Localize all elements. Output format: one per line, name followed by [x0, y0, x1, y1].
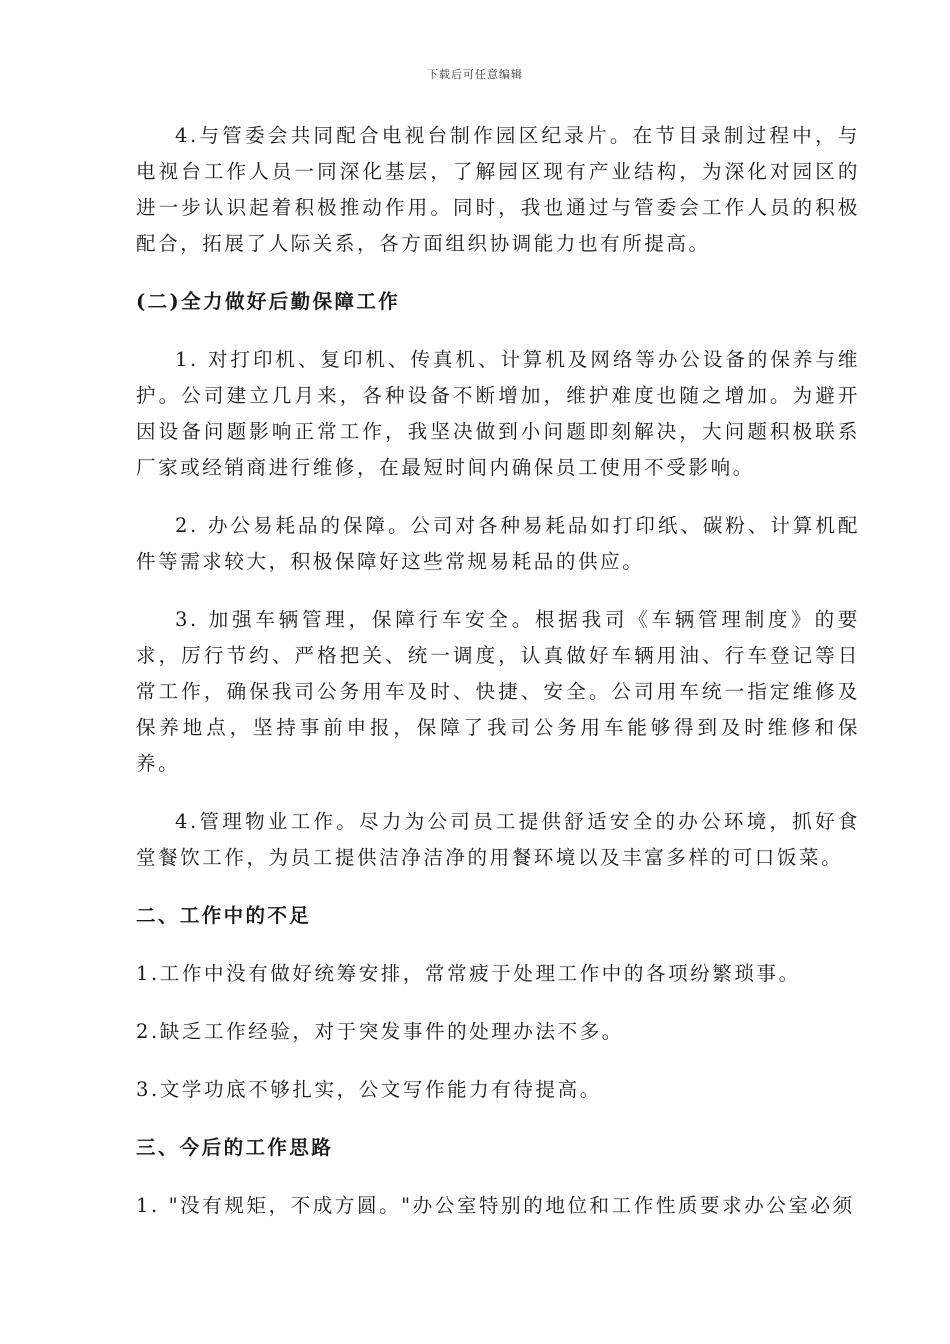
future-item-1: 1. "没有规矩，不成方圆。"办公室特别的地位和工作性质要求办公室必须: [136, 1194, 855, 1217]
page-header: 下载后可任意编辑: [427, 68, 523, 81]
section-heading-future: 三、今后的工作思路: [136, 1136, 334, 1159]
section-heading-shortcomings: 二、工作中的不足: [136, 904, 312, 927]
section-heading-logistics: (二)全力做好后勤保障工作: [136, 290, 401, 313]
paragraph-documentary: 4.与管委会共同配合电视台制作园区纪录片。在节目录制过程中，与电视台工作人员一同深化基层，了解园区现有产业结构，为深化对园区的进一步认识起着积极推动作用。同时，我也通过与管委会工作人员的积极配合，拓展了人际关系，各方面组织协调能力也有所提高。: [136, 124, 860, 255]
paragraph-consumables: 2. 办公易耗品的保障。公司对各种易耗品如打印纸、碳粉、计算机配件等需求较大，积极保障好这些常规易耗品的供应。: [136, 514, 860, 573]
shortcoming-item-3: 3.文学功底不够扎实，公文写作能力有待提高。: [136, 1078, 602, 1101]
paragraph-office-equipment: 1. 对打印机、复印机、传真机、计算机及网络等办公设备的保养与维护。公司建立几月来，各种设备不断增加，维护难度也随之增加。为避开因设备问题影响正常工作，我坚决做到小问题即刻解决，大问题积极联系厂家或经销商进行维修，在最短时间内确保员工使用不受影响。: [136, 348, 860, 479]
document-body: [136, 118, 860, 1246]
paragraph-vehicle-management: 3. 加强车辆管理，保障行车安全。根据我司《车辆管理制度》的要求，厉行节约、严格把关、统一调度，认真做好车辆用油、行车登记等日常工作，确保我司公务用车及时、快捷、安全。公司用车统一指定维修及保养地点，坚持事前申报，保障了我司公务用车能够得到及时维修和保养。: [136, 608, 860, 775]
shortcoming-item-2: 2.缺乏工作经验，对于突发事件的处理办法不多。: [136, 1020, 624, 1043]
shortcoming-item-1: 1.工作中没有做好统筹安排，常常疲于处理工作中的各项纷繁琐事。: [136, 962, 801, 985]
paragraph-property-management: 4.管理物业工作。尽力为公司员工提供舒适安全的办公环境，抓好食堂餐饮工作，为员工提供洁净洁净的用餐环境以及丰富多样的可口饭菜。: [136, 810, 860, 869]
